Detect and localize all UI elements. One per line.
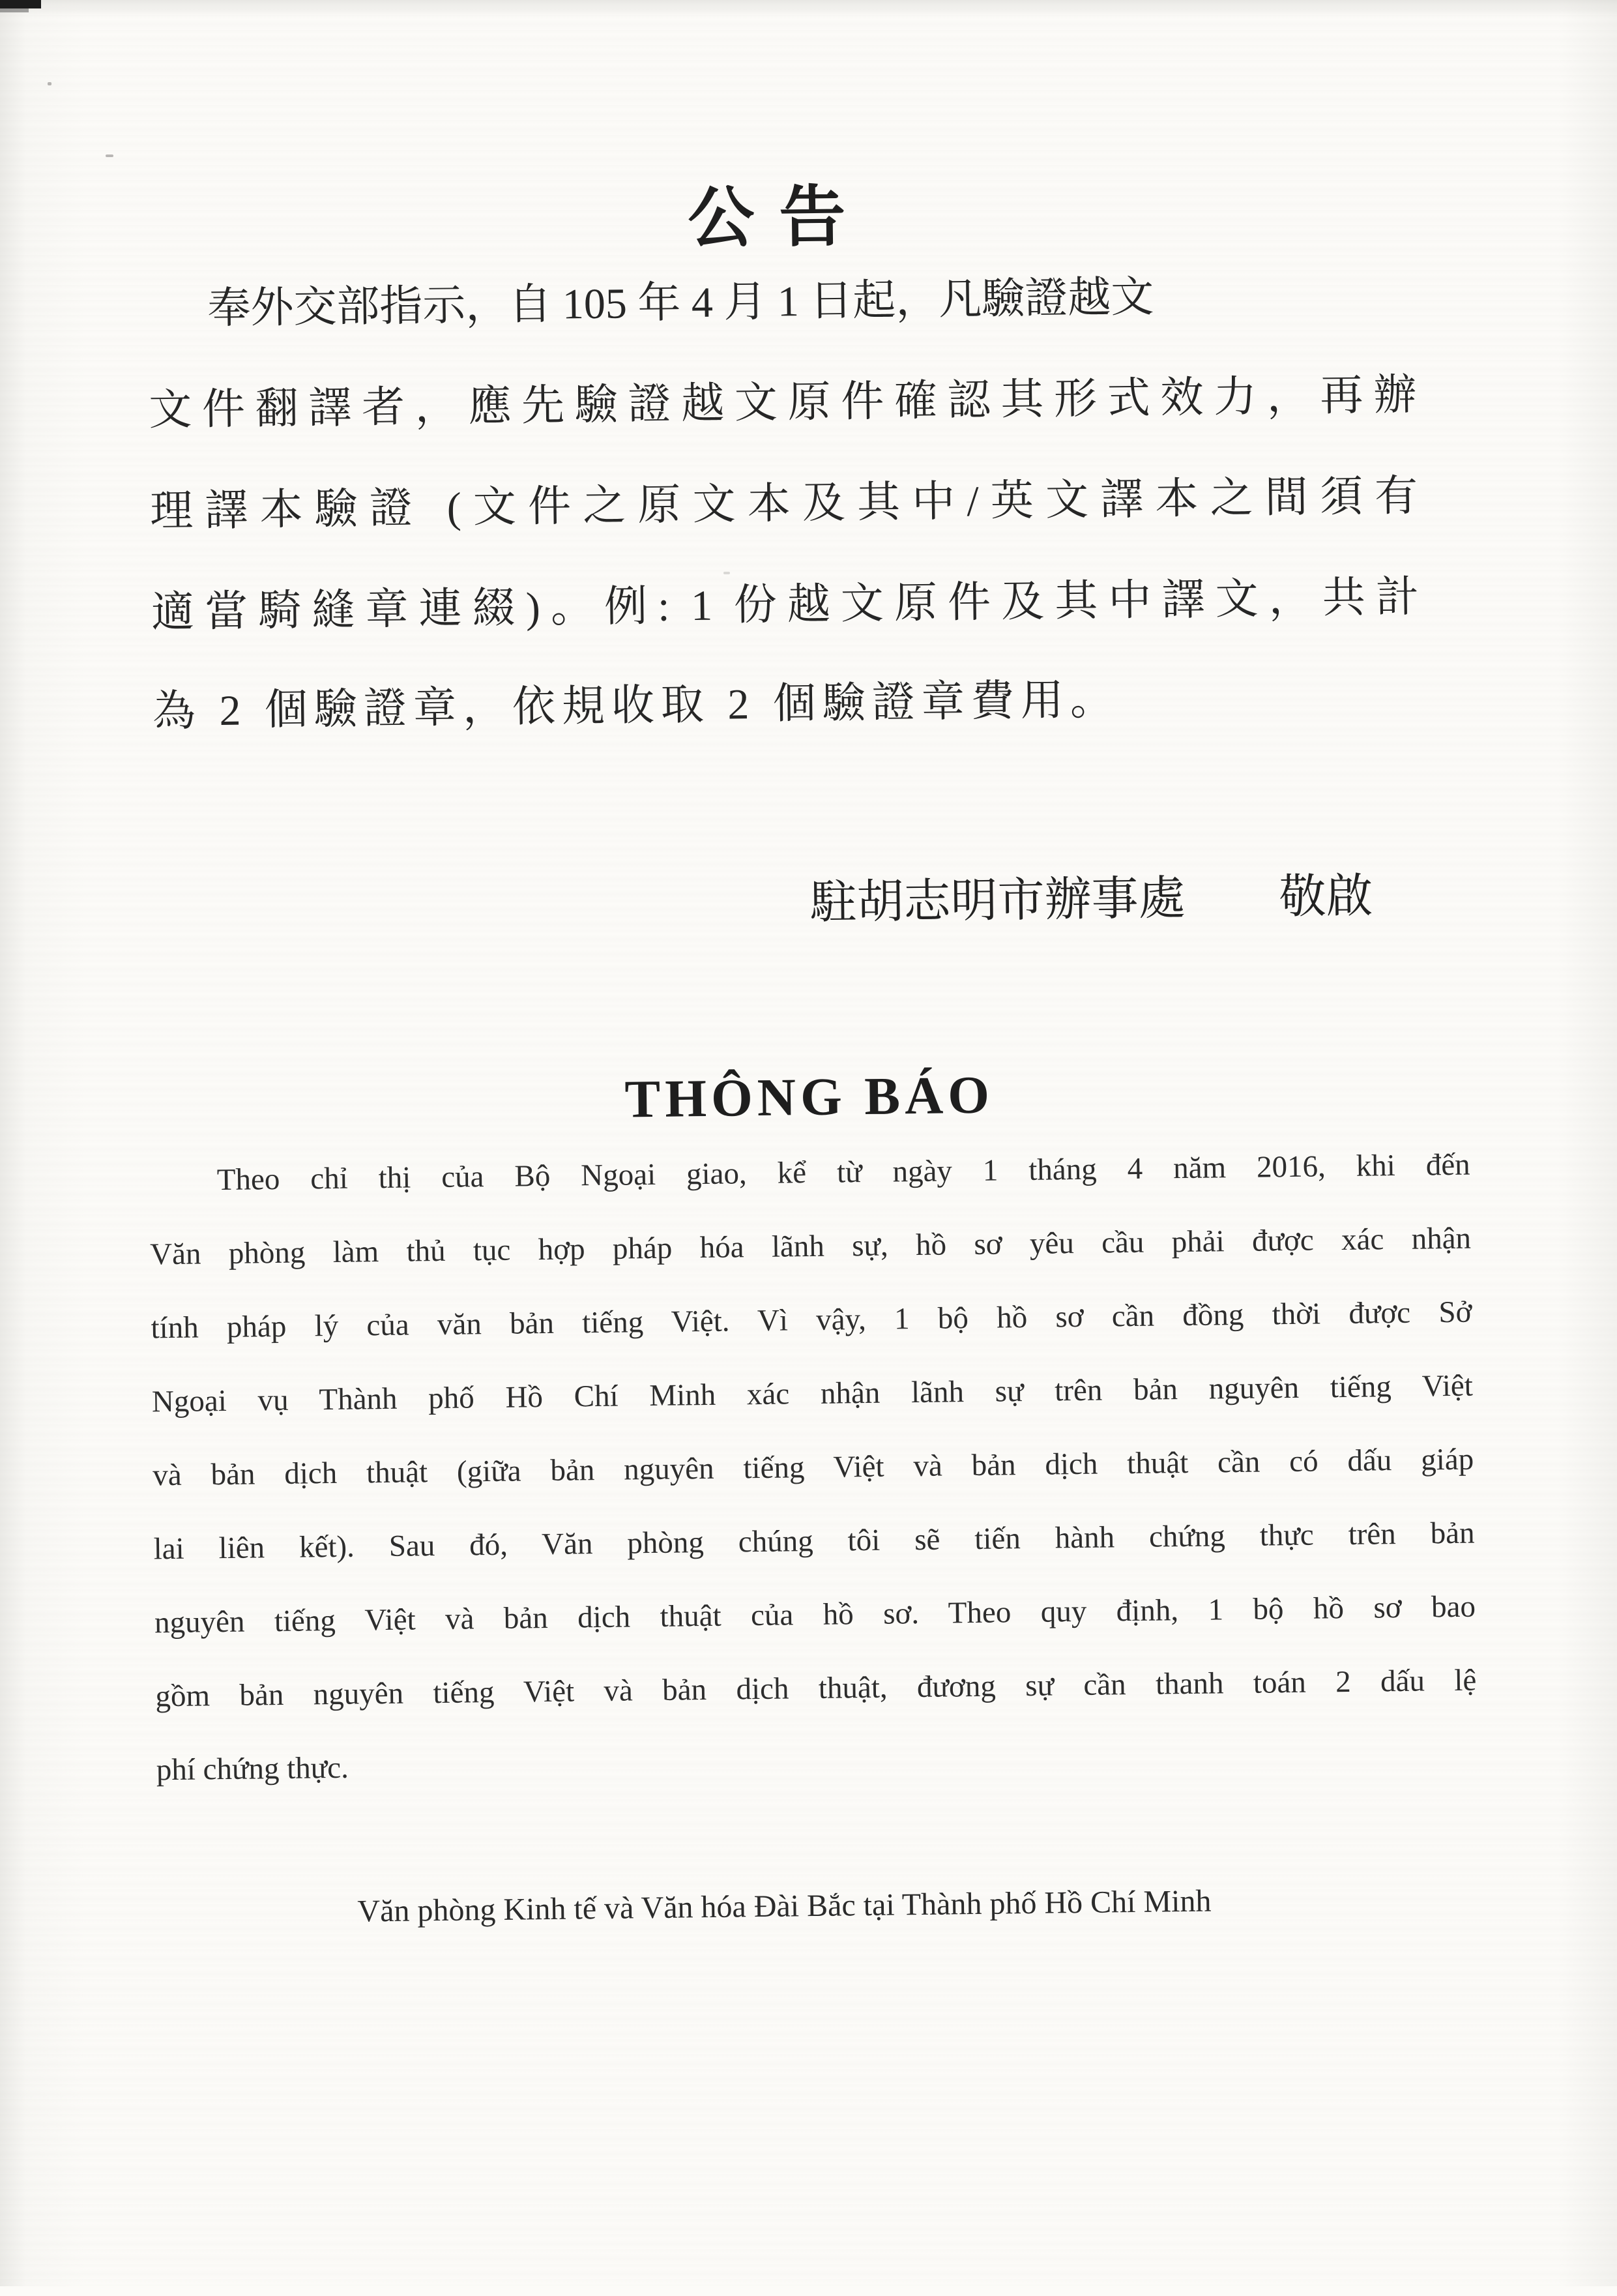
vietnamese-notice-line-4: Ngoại vụ Thành phố Hồ Chí Minh xác nhận lãnh sự trên bản nguyên tiếng Việt <box>151 1368 1474 1419</box>
vietnamese-notice-line-5: và bản dịch thuật (giữa bản nguyên tiếng Việt và bản dịch thuật cần có dấu giáp <box>152 1442 1474 1493</box>
vietnamese-notice-line-6: lai liên kết). Sau đó, Văn phòng chúng tôi sẽ tiến hành chứng thực trên bản <box>153 1516 1475 1567</box>
chinese-notice-title: 公告 <box>687 180 871 257</box>
chinese-notice-line-2: 文件翻譯者，應先驗證越文原件確認其形式效力，再辦 <box>148 371 1417 435</box>
vietnamese-notice-line-2: Văn phòng làm thủ tục hợp pháp hóa lãnh sự, hồ sơ yêu cầu phải được xác nhận <box>149 1221 1472 1272</box>
chinese-notice-line-1: 奉外交部指示，自 105 年 4 月 1 日起，凡驗證越文 <box>207 273 1154 333</box>
vietnamese-notice-signature: Văn phòng Kinh tế và Văn hóa Đài Bắc tại Thành phố Hồ Chí Minh <box>357 1883 1212 1929</box>
chinese-notice-signature: 駐胡志明市辦事處 敬啟 <box>809 870 1374 929</box>
vietnamese-notice-line-3: tính pháp lý của văn bản tiếng Việt. Vì vậy, 1 bộ hồ sơ cần đồng thời được Sở <box>151 1295 1472 1346</box>
chinese-notice-line-4: 適當騎縫章連綴)。例: 1 份越文原件及其中譯文，共計 <box>151 573 1420 637</box>
vietnamese-notice-line-7: nguyên tiếng Việt và bản dịch thuật của hồ sơ. Theo quy định, 1 bộ hồ sơ bao <box>154 1589 1476 1640</box>
vietnamese-notice-line-8: gồm bản nguyên tiếng Việt và bản dịch thuật, đương sự cần thanh toán 2 dấu lệ <box>155 1663 1477 1714</box>
vietnamese-notice-line-1: Theo chỉ thị của Bộ Ngoại giao, kể từ ngày 1 tháng 4 năm 2016, khi đến <box>216 1147 1470 1198</box>
chinese-notice-line-5: 為 2 個驗證章，依規收取 2 個驗證章費用。 <box>152 676 1120 736</box>
vietnamese-notice-line-9: phí chứng thực. <box>156 1750 349 1788</box>
chinese-notice-line-3: 理譯本驗證 (文件之原文本及其中/英文譯本之間須有 <box>149 472 1418 536</box>
vietnamese-notice-title: THÔNG BÁO <box>624 1065 995 1129</box>
scan-artifact-corner-mark <box>0 0 41 8</box>
